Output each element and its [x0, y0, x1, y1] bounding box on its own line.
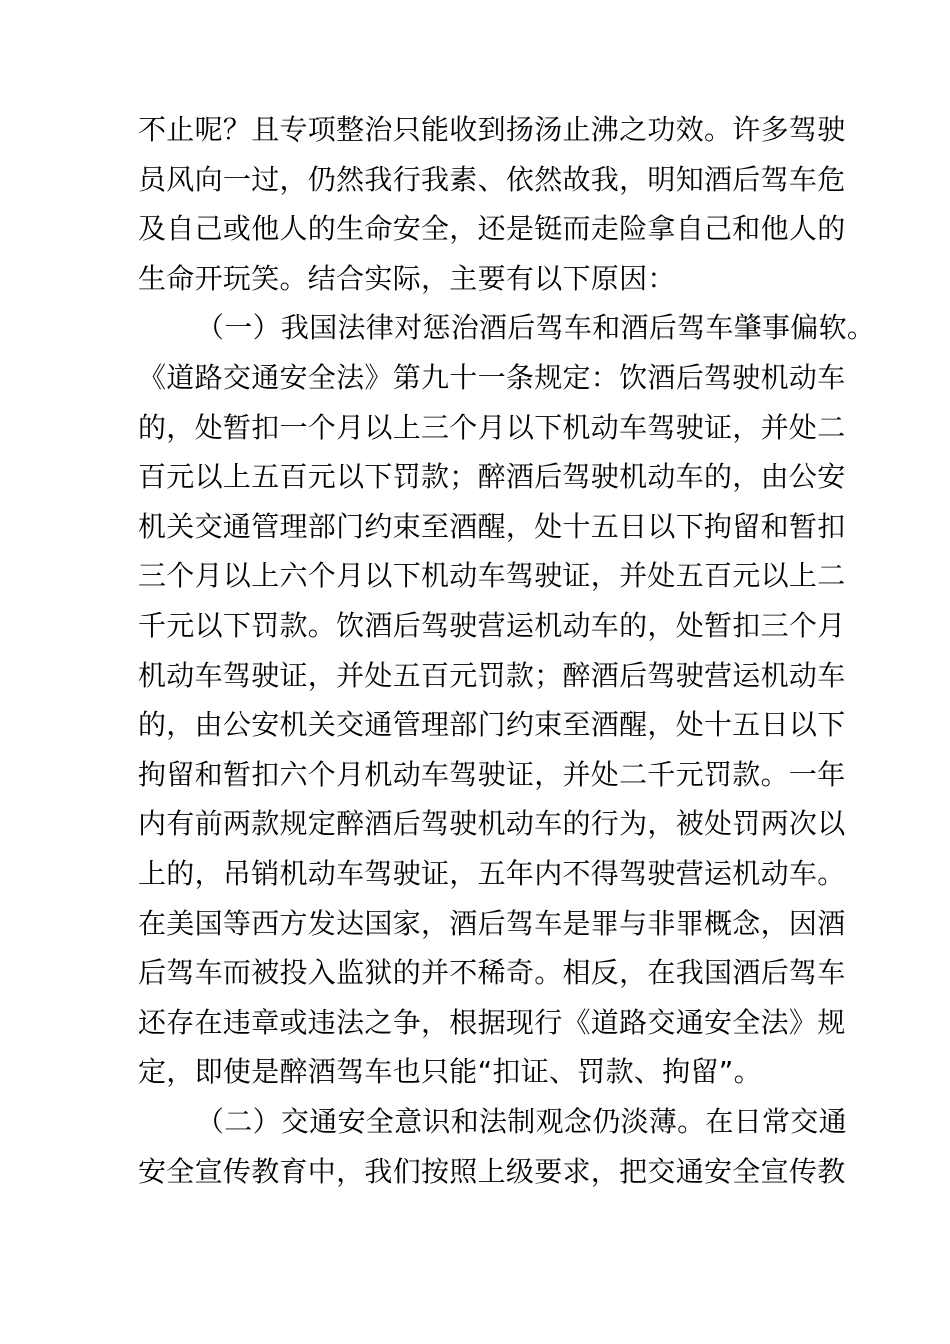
text-line: 内有前两款规定醉酒后驾驶机动车的行为，被处罚两次以: [138, 807, 846, 840]
text-line: 安全宣传教育中，我们按照上级要求，把交通安全宣传教: [138, 1155, 846, 1188]
text-line: 机关交通管理部门约束至酒醒，处十五日以下拘留和暂扣: [138, 510, 846, 543]
paragraph-first-line: （二）交通安全意识和法制观念仍淡薄。在日常交通: [196, 1105, 847, 1138]
text-line: 后驾车而被投入监狱的并不稀奇。相反，在我国酒后驾车: [138, 956, 846, 989]
text-line: 生命开玩笑。结合实际，主要有以下原因：: [138, 262, 676, 295]
text-line: 的，处暂扣一个月以上三个月以下机动车驾驶证，并处二: [138, 411, 846, 444]
text-line: 不止呢？且专项整治只能收到扬汤止沸之功效。许多驾驶: [138, 113, 846, 146]
text-line: 千元以下罚款。饮酒后驾驶营运机动车的，处暂扣三个月: [138, 609, 846, 642]
text-line: 定，即使是醉酒驾车也只能“扣证、罚款、拘留”。: [138, 1055, 762, 1088]
text-line: 在美国等西方发达国家，酒后驾车是罪与非罪概念，因酒: [138, 907, 846, 940]
text-line: 《道路交通安全法》第九十一条规定：饮酒后驾驶机动车: [138, 361, 846, 394]
text-line: 及自己或他人的生命安全，还是铤而走险拿自己和他人的: [138, 212, 846, 245]
text-line: 的，由公安机关交通管理部门约束至酒醒，处十五日以下: [138, 708, 846, 741]
text-line: 三个月以上六个月以下机动车驾驶证，并处五百元以上二: [138, 559, 846, 592]
text-line: 上的，吊销机动车驾驶证，五年内不得驾驶营运机动车。: [138, 857, 846, 890]
text-line: 百元以上五百元以下罚款；醉酒后驾驶机动车的，由公安: [138, 460, 846, 493]
text-line: 员风向一过，仍然我行我素、依然故我，明知酒后驾车危: [138, 163, 846, 196]
text-line: 机动车驾驶证，并处五百元罚款；醉酒后驾驶营运机动车: [138, 659, 846, 692]
text-line: 还存在违章或违法之争，根据现行《道路交通安全法》规: [138, 1006, 846, 1039]
text-line: 拘留和暂扣六个月机动车驾驶证，并处二千元罚款。一年: [138, 758, 846, 791]
paragraph-first-line: （一）我国法律对惩治酒后驾车和酒后驾车肇事偏软。: [196, 311, 876, 344]
